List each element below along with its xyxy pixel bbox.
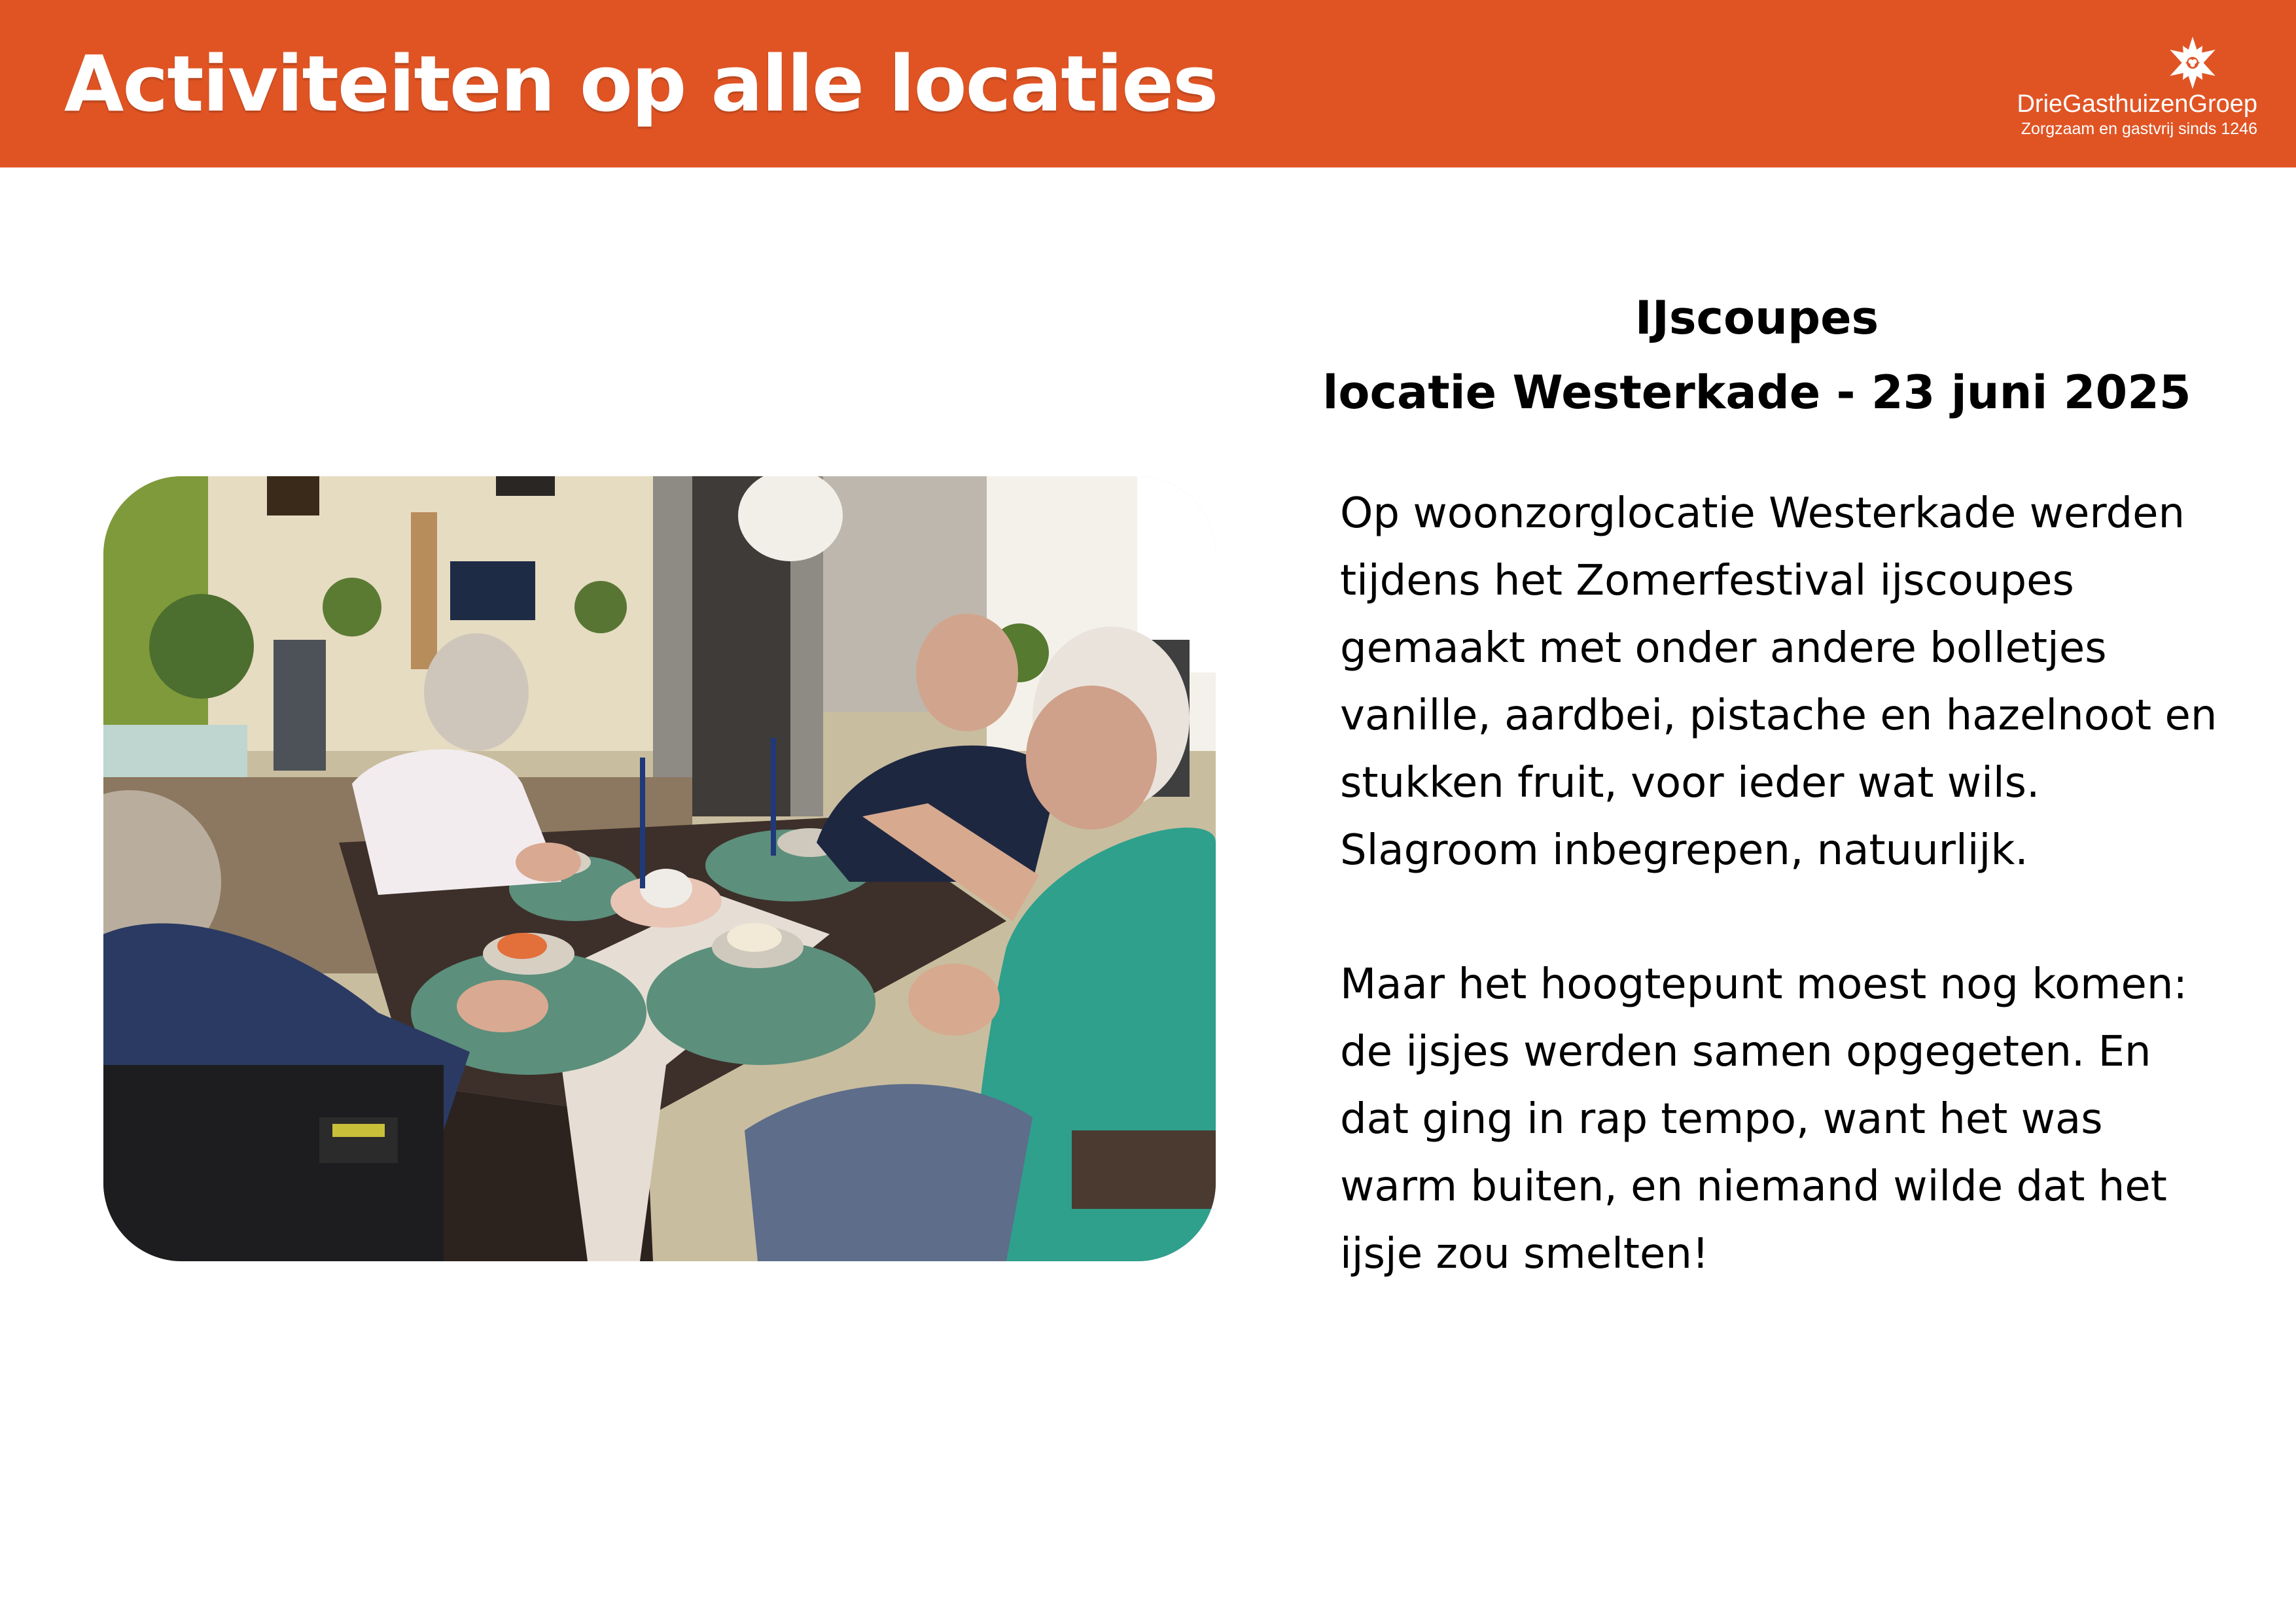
page-title: Activiteiten op alle locaties [64, 39, 1218, 129]
activity-photo [103, 476, 1216, 1261]
paragraph-line: Op woonzorglocatie Westerkade werden [1340, 489, 2185, 538]
paragraph-line: ijsje zou smelten! [1340, 1230, 1709, 1278]
paragraph-line: Slagroom inbegrepen, natuurlijk. [1340, 826, 2028, 875]
photo-residents-eating-ice-cream [103, 476, 1216, 1261]
edelweiss-flower-icon [2153, 35, 2233, 90]
paragraph-line: gemaakt met onder andere bolletjes [1340, 624, 2107, 672]
paragraph-line: dat ging in rap tempo, want het was [1340, 1095, 2103, 1143]
article-title: IJscoupes [1634, 291, 1879, 345]
brand-name: DrieGasthuizenGroep [2017, 90, 2257, 118]
paragraph-line: tijdens het Zomerfestival ijscoupes [1340, 557, 2074, 605]
brand-logo [2009, 31, 2257, 146]
article-paragraph-1 [1340, 480, 2269, 884]
article-subtitle: locatie Westerkade - 23 juni 2025 [1322, 366, 2191, 419]
paragraph-line: Maar het hoogtepunt moest nog komen: [1340, 960, 2187, 1009]
article-paragraph-2 [1340, 951, 2269, 1288]
paragraph-line: de ijsjes werden samen opgegeten. En [1340, 1028, 2151, 1076]
brand-tagline: Zorgzaam en gastvrij sinds 1246 [2021, 120, 2257, 138]
paragraph-line: vanille, aardbei, pistache en hazelnoot en [1340, 691, 2217, 740]
paragraph-line: stukken fruit, voor ieder wat wils. [1340, 759, 2040, 807]
header-banner [0, 0, 2296, 167]
paragraph-line: warm buiten, en niemand wilde dat het [1340, 1162, 2167, 1211]
